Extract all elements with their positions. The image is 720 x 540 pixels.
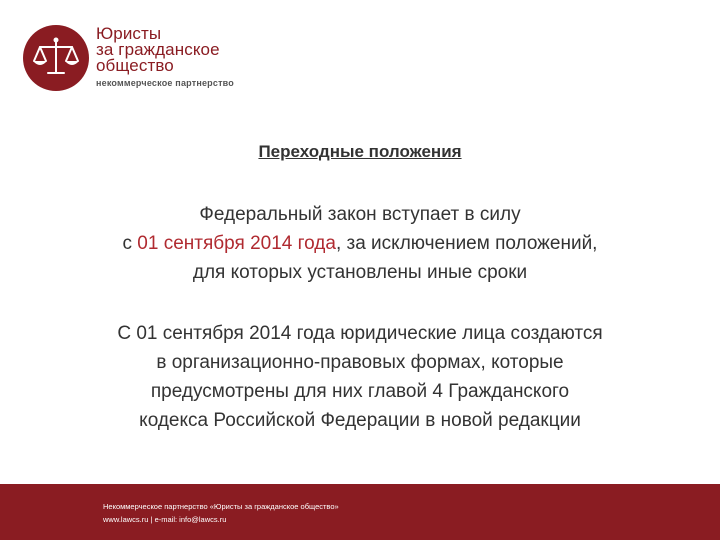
footer-text (103, 500, 339, 526)
paragraph-2-line-3: предусмотрены для них главой 4 Гражданского (150, 381, 570, 402)
paragraph-1-line-2-prefix: с (122, 233, 138, 254)
paragraph-legal-entities (40, 319, 680, 435)
logo-subtitle: некоммерческое партнерство (96, 78, 234, 88)
slide-title (0, 142, 720, 162)
footer-separator: | (150, 515, 153, 524)
paragraph-2-line-2: в организационно-правовых формах, которые (156, 352, 564, 373)
logo-line-2: за гражданское (96, 40, 220, 59)
scales-icon (23, 25, 89, 91)
footer-organization: Некоммерческое партнерство «Юристы за гражданское общество» (103, 502, 339, 511)
footer-email-link[interactable]: e-mail: info@lawcs.ru (154, 515, 227, 524)
paragraph-effective-date (40, 200, 680, 287)
paragraph-1-line-2 (40, 229, 680, 258)
footer-website-link[interactable]: www.lawcs.ru (103, 515, 149, 524)
logo-scales-emblem (23, 25, 89, 91)
paragraph-2-line-4: кодекса Российской Федерации в новой редакции (139, 410, 581, 431)
footer-contacts (103, 513, 339, 526)
logo-wordmark (96, 26, 234, 88)
paragraph-1-line-3: для которых установлены иные сроки (192, 262, 528, 283)
paragraph-1-line-1: Федеральный закон вступает в силу (199, 204, 521, 225)
logo-line-1: Юристы (96, 24, 162, 43)
footer-bar (0, 484, 720, 540)
slide-title-text: Переходные положения (258, 142, 462, 161)
logo-line-3: общество (96, 56, 174, 75)
highlighted-date: 01 сентября 2014 года (137, 233, 336, 254)
paragraph-1-line-2-suffix: , за исключением положений, (335, 233, 598, 254)
paragraph-2-line-1: С 01 сентября 2014 года юридические лица создаются (117, 323, 603, 344)
